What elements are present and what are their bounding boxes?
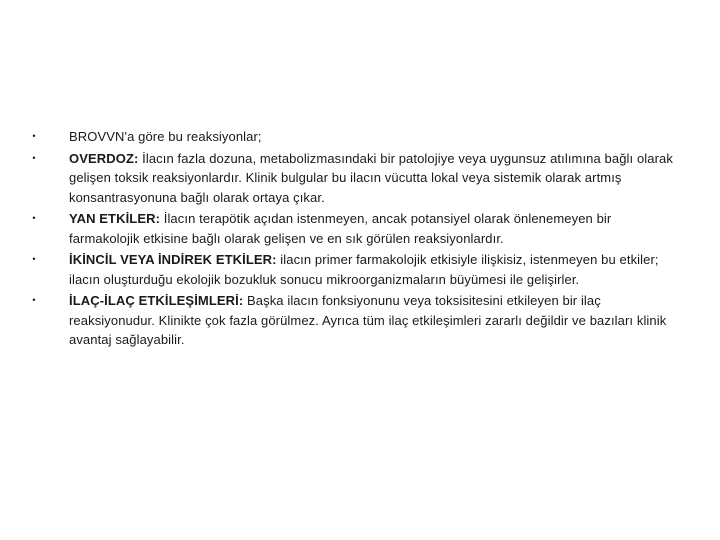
item-term: İLAÇ-İLAÇ ETKİLEŞİMLERİ: [69, 293, 244, 308]
item-text: İlacın terapötik açıdan istenmeyen, ancak potansiyel olarak önlenemeyen bir farmakolojik etkisine bağlı olarak gelişen ve en sık görülen reaksiyonlardır. [69, 211, 612, 246]
bullet-icon: • [32, 295, 36, 305]
item-text: ilacın primer farmakolojik etkisiyle ilişkisiz, istenmeyen bu etkiler; ilacın oluşturduğu ekolojik bozukluk sonucu mikroorganizmaların büyümesi ile gelişirler. [69, 252, 659, 287]
item-term: OVERDOZ: [69, 150, 139, 166]
item-text: BROVVN'a göre bu reaksiyonlar; [69, 129, 262, 144]
list-item [28, 250, 678, 289]
list-item [28, 291, 678, 350]
bullet-icon: • [32, 254, 36, 264]
item-text: Başka ilacın fonksiyonunu veya toksisitesini etkileyen bir ilaç reaksiyonudur. Klinikte çok fazla görülmez. Ayrıca tüm ilaç etkileşimleri zararlı değildir ve bazıları klinik avantaj sağlayabilir. [69, 293, 667, 347]
item-term: YAN ETKİLER: [69, 211, 161, 226]
bullet-list [28, 127, 678, 352]
bullet-icon: • [32, 131, 36, 141]
bullet-icon: • [32, 213, 36, 223]
list-item [28, 149, 678, 208]
item-text: İlacın fazla dozuna, metabolizmasındaki bir patolojiye veya uygunsuz atılımına bağlı olarak gelişen toksik reaksiyonlardır. Klinik bulgular bu ilacın vücutta lokal veya sistemik olarak artmış konsantrasyonuna bağlı olarak ortaya çıkar. [69, 150, 673, 205]
list-item [28, 209, 678, 248]
list-item [28, 127, 678, 147]
item-term: İKİNCİL VEYA İNDİREK ETKİLER: [69, 252, 277, 267]
bullet-icon: • [32, 152, 36, 163]
